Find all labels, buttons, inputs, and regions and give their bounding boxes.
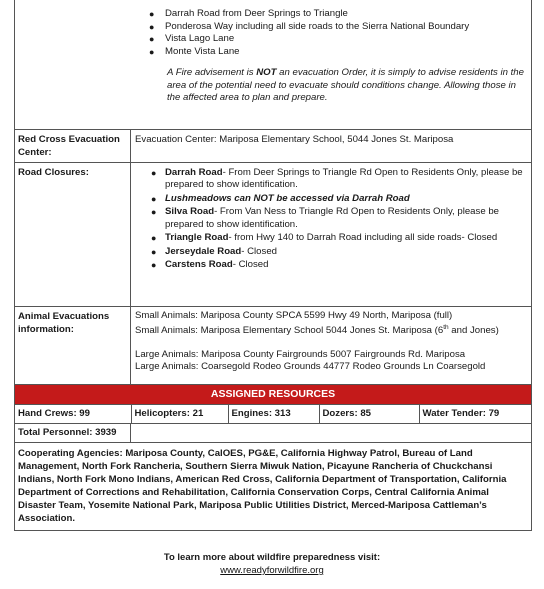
readyforwildfire-link[interactable]: www.readyforwildfire.org [220,565,324,576]
footer-prompt: To learn more about wildfire preparedness visit: [163,552,381,563]
evacuation-areas-row [15,0,532,129]
red-cross-label: Red Cross Evacuation Center: [15,129,131,162]
list-item: ● Silva Road- From Van Ness to Triangle Rd Open to Residents Only, please be prepared to show identification. [151,206,499,230]
cooperating-agencies: Cooperating Agencies: Mariposa County, CalOES, PG&E, California Highway Patrol, Bureau of Land Management, North Fork Rancheria, Southern Sierra Miwuk Nation, Picayune Rancheria of Chuckchansi Indians, North Fork Mono Indians, American Red Cross, California Department of Transportation, California Department of Corrections and Rehabilitation, California Conservation Corps, Central California Animal Disaster Team, Yosemite National Park, Mariposa Public Utilities District, Merced-Mariposa Cattleman’s Association. [15,442,532,530]
list-item: ● Monte Vista Lane [149,45,240,57]
evacuation-areas-cell [15,0,532,129]
resources-cell [15,404,532,423]
large-animals-line: Large Animals: Mariposa County Fairgrounds 5007 Fairgrounds Rd. Mariposa [135,348,466,360]
list-item: ● Lushmeadows can NOT be accessed via Darrah Road [151,192,410,204]
list-item: ● Jerseydale Road- Closed [151,245,277,257]
evacuation-area-list [145,8,527,58]
road-closures-row [15,162,532,306]
hand-crews-count: Hand Crews: 99 [15,405,131,423]
assigned-resources-banner: ASSIGNED RESOURCES [15,384,532,404]
small-animals-line: Small Animals: Mariposa County SPCA 5599 Hwy 49 North, Mariposa (full) [135,309,453,321]
road-closures-label: Road Closures: [15,162,131,306]
red-cross-value: Evacuation Center: Mariposa Elementary School, 5044 Jones St. Mariposa [131,129,532,162]
road-closures-cell [131,162,532,306]
resources-table [15,405,531,423]
list-item: ● Ponderosa Way including all side roads to the Sierra National Boundary [149,20,470,32]
road-closure-list [131,163,531,277]
list-item: ● Darrah Road from Deer Springs to Triangle [149,8,348,19]
water-tender-count: Water Tender: 79 [419,405,531,423]
animal-evacuations-cell [131,306,532,384]
list-item: ● Darrah Road- From Deer Springs to Triangle Rd Open to Residents Only, please be prepared to show identification. [151,166,523,190]
document-sheet [14,0,531,531]
total-personnel: Total Personnel: 3939 [15,423,131,442]
footer [0,551,544,577]
info-table [14,0,532,531]
helicopters-count: Helicopters: 21 [131,405,228,423]
list-item: ● Triangle Road- from Hwy 140 to Darrah Road including all side roads- Closed [151,232,498,243]
dozers-count: Dozers: 85 [319,405,419,423]
list-item: ● Carstens Road- Closed [151,259,269,270]
red-cross-row [15,129,532,162]
engines-count: Engines: 313 [228,405,319,423]
small-animals-line: Small Animals: Mariposa Elementary School 5044 Jones St. Mariposa (6th and Jones) [135,324,499,337]
list-item: ● Vista Lago Lane [149,33,235,44]
advisement-note: A Fire advisement is NOT an evacuation Order, it is simply to advise residents in the area of the potential need to evacuate should conditions change. Allowing those in the affected area to plan and prepare. [167,67,524,103]
animal-evacuations-label: Animal Evacuations information: [15,306,131,384]
animal-evacuations-row [15,306,532,384]
large-animals-line: Large Animals: Coarsegold Rodeo Grounds 44777 Rodeo Grounds Ln Coarsegold [135,361,486,373]
